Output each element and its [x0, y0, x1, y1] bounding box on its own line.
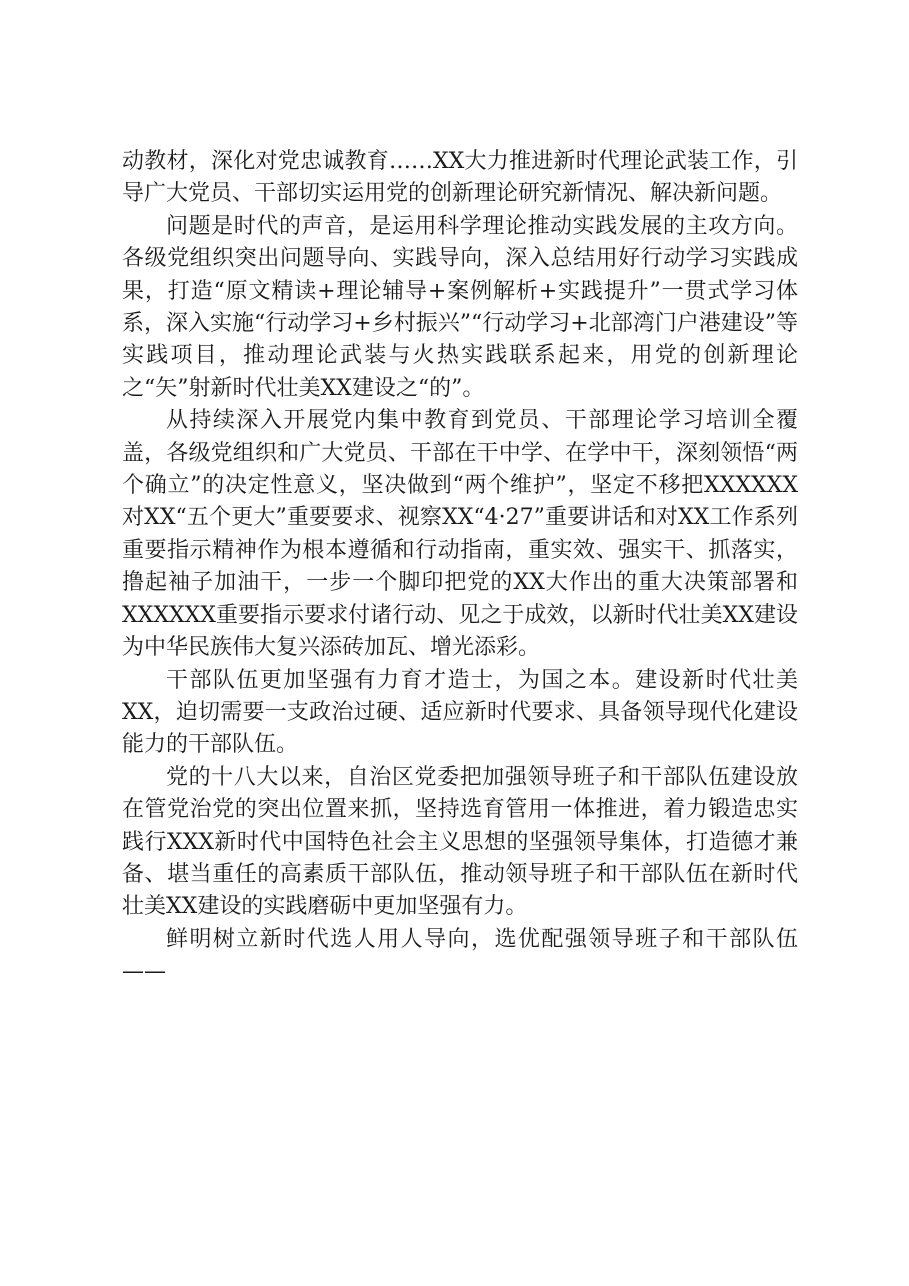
paragraph: 从持续深入开展党内集中教育到党员、干部理论学习培训全覆盖，各级党组织和广大党员、干部在干中学、在学中干，深刻领悟“两个确立”的决定性意义，坚决做到“两个维护”，坚定不移把XXXXXX对XX“五个更大”重要要求、视察XX“4·27”重要讲话和对XX工作系列重要指示精神作为根本遵循和行动指南，重实效、强实干、抓落实，撸起袖子加油干，一步一个脚印把党的XX大作出的重大决策部署和XXXXXX重要指示要求付诸行动、见之于成效，以新时代壮美XX建设为中华民族伟大复兴添砖加瓦、增光添彩。 — [122, 408, 798, 661]
paragraph: 鲜明树立新时代选人用人导向，选优配强领导班子和干部队伍—— — [122, 926, 798, 985]
paragraph: 干部队伍更加坚强有力育才造士，为国之本。建设新时代壮美XX，迫切需要一支政治过硬、适应新时代要求、具备领导现代化建设能力的干部队伍。 — [122, 667, 798, 758]
paragraph: 问题是时代的声音，是运用科学理论推动实践发展的主攻方向。各级党组织突出问题导向、实践导向，深入总结用好行动学习实践成果，打造“原文精读+理论辅导+案例解析+实践提升”一贯式学习体系，深入实施“行动学习+乡村振兴”“行动学习+北部湾门户港建设”等实践项目，推动理论武装与火热实践联系起来，用党的创新理论之“矢”射新时代壮美XX建设之“的”。 — [122, 213, 798, 401]
paragraph-continuation: 动教材，深化对党忠诚教育……XX大力推进新时代理论武装工作，引导广大党员、干部切实运用党的创新理论研究新情况、解决新问题。 — [122, 149, 798, 207]
document-body — [122, 146, 798, 989]
paragraph: 党的十八大以来，自治区党委把加强领导班子和干部队伍建设放在管党治党的突出位置来抓，坚持选育管用一体推进，着力锻造忠实践行XXX新时代中国特色社会主义思想的坚强领导集体，打造德才兼备、堪当重任的高素质干部队伍，推动领导班子和干部队伍在新时代壮美XX建设的实践磨砺中更加坚强有力。 — [122, 764, 798, 920]
